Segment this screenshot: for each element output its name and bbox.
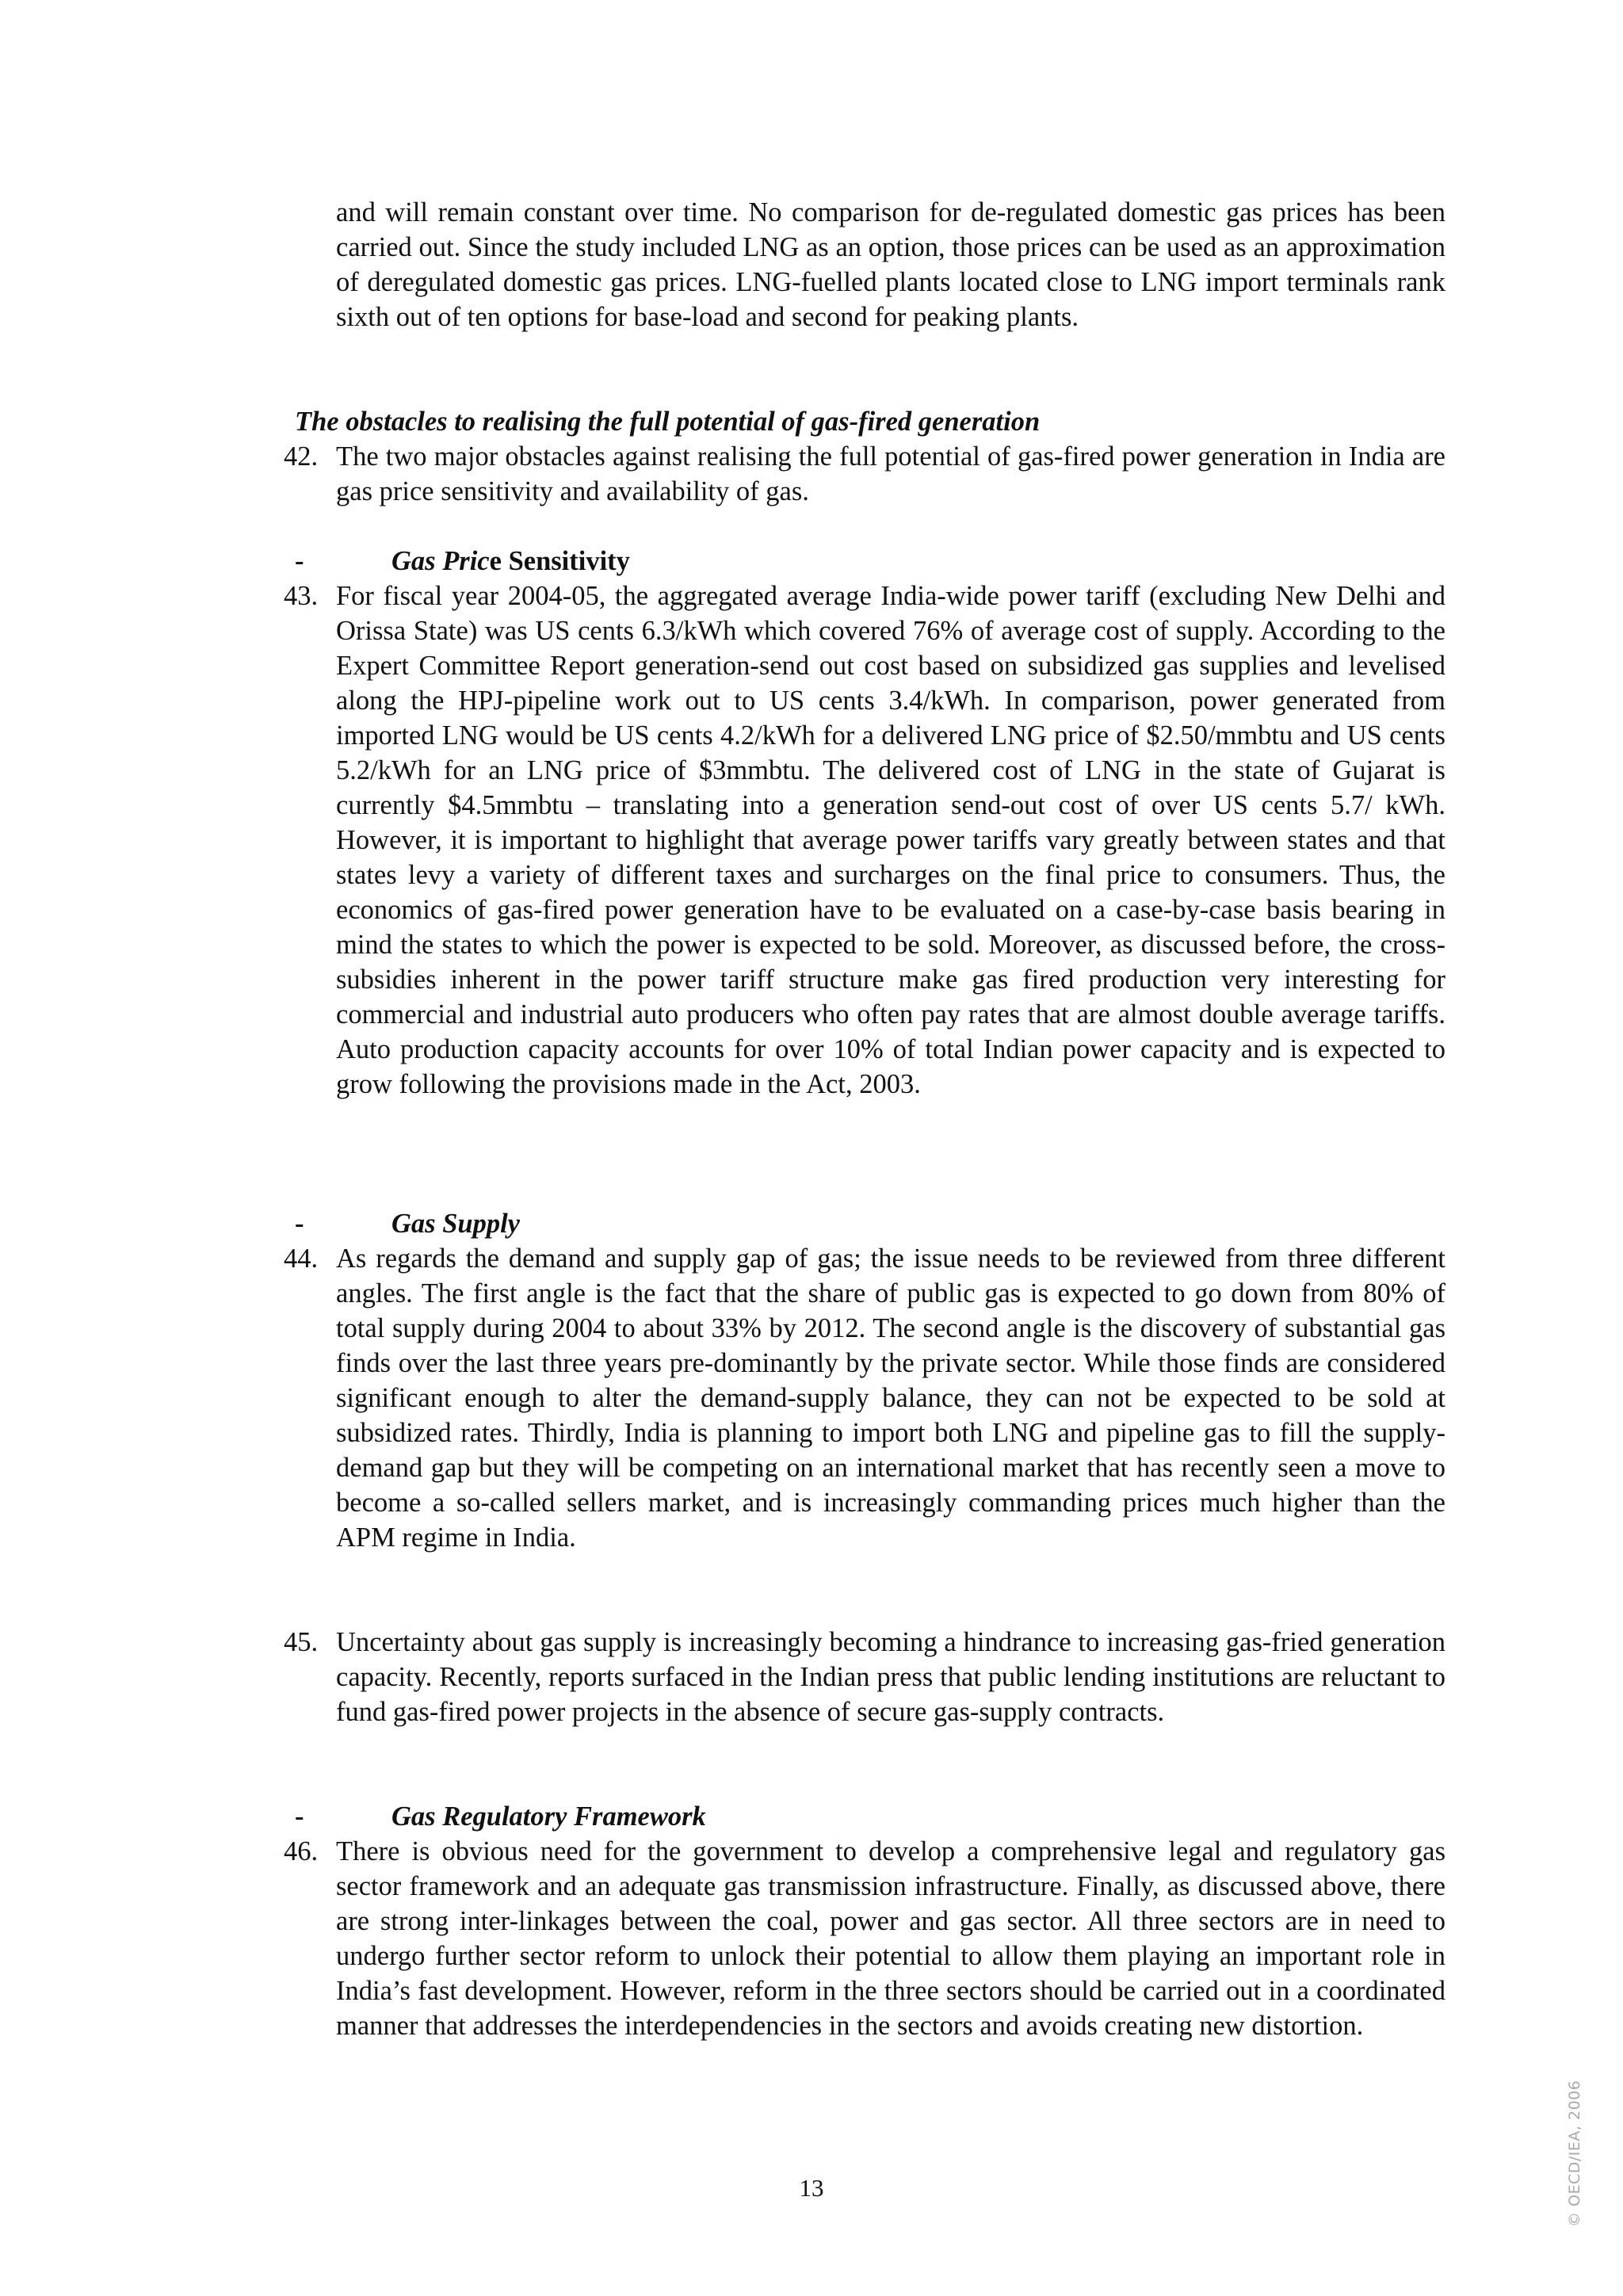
obstacles-heading: The obstacles to realising the full potential of gas-fired generation [295,407,1041,437]
paragraph-number: 45. [284,1627,319,1657]
paragraph-number: 42. [284,441,319,472]
paragraph-46 [284,1834,1445,2043]
continuation-paragraph: and will remain constant over time. No comparison for de-regulated domestic gas prices has been carried out. Since the study included LNG as an option, those prices can be used as an approximation of deregulated domestic gas prices. LNG-fuelled plants located close to LNG import terminals rank sixth out of ten options for base-load and second for peaking plants. [336,197,1445,332]
section-dash: - [295,546,304,576]
paragraph-text: Uncertainty about gas supply is increasingly becoming a hindrance to increasing gas-fried generation capacity. Recently, reports surfaced in the Indian press that public lending institutions are reluctant to fund gas-fired power projects in the absence of secure gas-supply contracts. [336,1627,1445,1727]
section-dash: - [295,1801,304,1832]
section-title: Gas Supply [391,1209,520,1239]
paragraph-text: For fiscal year 2004-05, the aggregated average India-wide power tariff (excluding New Delhi and Orissa State) was US cents 6.3/kWh which covered 76% of average cost of supply. According to the Expert Committee Report generation-send out cost based on subsidized gas supplies and levelised along the HPJ-pipeline work out to US cents 3.4/kWh. In comparison, power generated from imported LNG would be US cents 4.2/kWh for a delivered LNG price of $2.50/mmbtu and US cents 5.2/kWh for an LNG price of $3mmbtu. The delivered cost of LNG in the state of Gujarat is currently $4.5mmbtu – translating into a generation send-out cost of over US cents 5.7/ kWh. However, it is important to highlight that average power tariffs vary greatly between states and that states levy a variety of different taxes and surcharges on the final price to consumers. Thus, the economics of gas-fired power generation have to be evaluated on a case-by-case basis bearing in mind the states to which the power is expected to be sold. Moreover, as discussed before, the cross-subsidies inherent in the power tariff structure make gas fired production very interesting for commercial and industrial auto producers who often pay rates that are almost double average tariffs. Auto production capacity accounts for over 10% of total Indian power capacity and is expected to grow following the provisions made in the Act, 2003. [336,581,1445,1099]
paragraph-45 [284,1625,1445,1729]
paragraph-44 [284,1241,1445,1555]
paragraph-43 [284,579,1445,1102]
section-title: Gas Regulatory Framework [391,1801,706,1832]
section-dash: - [295,1209,304,1239]
paragraph-42 [284,439,1445,509]
section-title: Gas Price Sensitivity [391,546,630,576]
paragraph-number: 46. [284,1836,319,1866]
paragraph-number: 44. [284,1244,319,1274]
page-number: 13 [799,2174,824,2202]
paragraph-number: 43. [284,581,319,611]
paragraph-text: The two major obstacles against realising the full potential of gas-fired power generation in India are gas price sensitivity and availability of gas. [336,441,1445,506]
paragraph-text: There is obvious need for the government to develop a comprehensive legal and regulatory gas sector framework and an adequate gas transmission infrastructure. Finally, as discussed above, there are strong inter-linkages between the coal, power and gas sector. All three sectors are in need to undergo further sector reform to unlock their potential to allow them playing an important role in India’s fast development. However, reform in the three sectors should be carried out in a coordinated manner that addresses the interdependencies in the sectors and avoids creating new distortion. [336,1836,1445,2041]
copyright-notice: © OECD/IEA, 2006 [1566,2080,1583,2227]
paragraph-text: As regards the demand and supply gap of gas; the issue needs to be reviewed from three different angles. The first angle is the fact that the share of public gas is expected to go down from 80% of total supply during 2004 to about 33% by 2012. The second angle is the discovery of substantial gas finds over the last three years pre-dominantly by the private sector. While those finds are considered significant enough to alter the demand-supply balance, they can not be expected to be sold at subsidized rates. Thirdly, India is planning to import both LNG and pipeline gas to fill the supply-demand gap but they will be competing on an international market that has recently seen a move to become a so-called sellers market, and is increasingly commanding prices much higher than the APM regime in India. [336,1244,1445,1553]
